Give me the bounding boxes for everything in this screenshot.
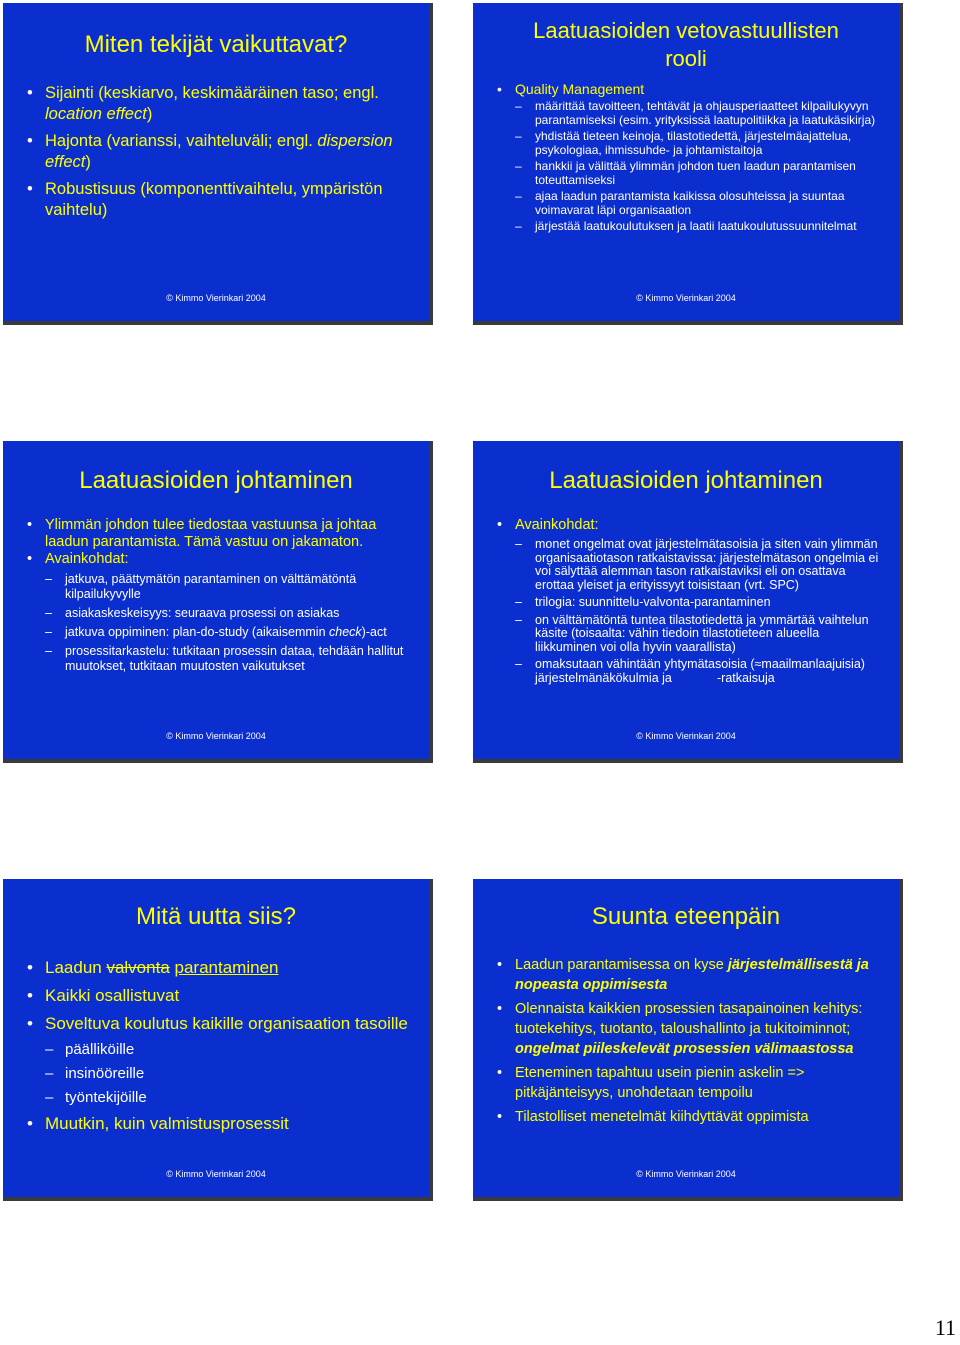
slide-title: Laatuasioiden johtaminen (79, 467, 353, 494)
slide-body (27, 83, 409, 227)
sub-bullet-item: – yhdistää tieteen keinoja, tilastotiedettä, järjestelmäajattelua, psykologiaa, ihmissuhde- ja johtamistaitoja (515, 130, 879, 157)
sub-bullet-item: – on välttämätöntä tuntea tilastotiedettä ja ymmärtää vaihtelun käsite (toisaalta: vähin tiedoin tilastotieteen alueella liikkuminen voi olla hyvin vaarallista) (515, 614, 879, 655)
page-number: 11 (934, 1315, 956, 1340)
slide-title: Miten tekijät vaikuttavat? (84, 31, 348, 58)
bullet-item: • Soveltuva koulutus kaikille organisaation tasoille (27, 1013, 409, 1035)
bullet-item: • Avainkohdat: (27, 551, 409, 568)
slide-body (27, 517, 409, 674)
slide-footer: © Kimmo Vierinkari 2004 (636, 293, 736, 303)
bullet-item: • Eteneminen tapahtuu usein pienin askelin => pitkäjänteisyys, unohdetaan tempoilu (497, 1063, 879, 1103)
bullet-item: • Kaikki osallistuvat (27, 985, 409, 1007)
sub-bullet-item: – jatkuva, päättymätön parantaminen on välttämätöntä kilpailukyvylle (45, 572, 409, 602)
sub-bullet-item: – trilogia: suunnittelu-valvonta-parantaminen (515, 596, 879, 610)
slide-3 (3, 441, 433, 763)
bullet-item: • Avainkohdat: (497, 517, 879, 534)
bullet-item: • Ylimmän johdon tulee tiedostaa vastuunsa ja johtaa laadun parantamista. Tämä vastuu on jakamaton. (27, 517, 409, 551)
slide-title: Mitä uutta siis? (135, 903, 297, 930)
slide-2 (473, 3, 903, 325)
sub-bullet-item: – omaksutaan vähintään yhtymätasoisia (≈maailmanlaajuisia) järjestelmänäkökulmia ja -ratkaisuja (515, 658, 879, 685)
slide-footer: © Kimmo Vierinkari 2004 (166, 1169, 266, 1179)
bullet-item: • Hajonta (varianssi, vaihteluväli; engl. dispersion effect) (27, 131, 409, 173)
slide-footer: © Kimmo Vierinkari 2004 (166, 293, 266, 303)
sub-bullet-item: – monet ongelmat ovat järjestelmätasoisia ja siten vain ylimmän organisaatiotason ratkaistavissa: järjestelmätason ongelmia ei voi sälyttää alemman tason ratkaistaviksi eli on osattava erottaa yleiset ja erityissyyt toisistaan (vrt. SPC) (515, 538, 879, 592)
sub-bullet-item: – ajaa laadun parantamista kaikissa olosuhteissa ja suuntaa voimavarat läpi organisaation (515, 190, 879, 217)
slide-body (497, 517, 879, 685)
bullet-item: • Laadun parantamisessa on kyse järjestelmällisestä ja nopeasta oppimisesta (497, 955, 879, 995)
slide-4 (473, 441, 903, 763)
slide-footer: © Kimmo Vierinkari 2004 (636, 1169, 736, 1179)
bullet-item: • Tilastolliset menetelmät kiihdyttävät oppimista (497, 1107, 879, 1127)
slide-footer: © Kimmo Vierinkari 2004 (166, 731, 266, 741)
slide-5 (3, 879, 433, 1201)
bullet-item: • Quality Management (497, 81, 879, 97)
bullet-item: • Muutkin, kuin valmistusprosessit (27, 1113, 409, 1135)
slide-body (497, 955, 879, 1131)
sub-bullet-item: – määrittää tavoitteen, tehtävät ja ohjausperiaatteet kilpailukyvyn parantamiseksi (esim. yrityksissä laatupolitiikka ja laatukäsikirja) (515, 100, 879, 127)
bullet-item: • Olennaista kaikkien prosessien tasapainoinen kehitys: tuotekehitys, tuotanto, taloushallinto ja tukitoiminnot; ongelmat piileskelevät prosessien välimaastossa (497, 999, 879, 1059)
sub-bullet-item: – jatkuva oppiminen: plan-do-study (aikaisemmin check)-act (45, 625, 409, 640)
slide-6 (473, 879, 903, 1201)
slide-1 (3, 3, 433, 325)
slide-title: Suunta eteenpäin (591, 903, 781, 930)
sub-bullet-item: – asiakaskeskeisyys: seuraava prosessi on asiakas (45, 606, 409, 621)
sub-bullet-item: – hankkii ja välittää ylimmän johdon tuen laadun parantamisen toteuttamiseksi (515, 160, 879, 187)
slide-footer: © Kimmo Vierinkari 2004 (636, 731, 736, 741)
slide-title: Laatuasioiden vetovastuullisten rooli (533, 18, 839, 71)
slide-title: Laatuasioiden johtaminen (549, 467, 823, 494)
slide-body (497, 81, 879, 234)
sub-bullet-item: – järjestää laatukoulutuksen ja laatii laatukoulutussuunnitelmat (515, 220, 879, 234)
bullet-item: • Robustisuus (komponenttivaihtelu, ympäristön vaihtelu) (27, 179, 409, 221)
slide-body (27, 957, 409, 1141)
sub-bullet-item: – työntekijöille (45, 1089, 409, 1107)
sub-bullet-item: – päälliköille (45, 1041, 409, 1059)
bullet-item: • Laadun valvonta parantaminen (27, 957, 409, 979)
bullet-item: • Sijainti (keskiarvo, keskimääräinen taso; engl. location effect) (27, 83, 409, 125)
sub-bullet-item: – prosessitarkastelu: tutkitaan prosessin dataa, tehdään hallitut muutokset, tutkitaan muutosten vaikutukset (45, 644, 409, 674)
sub-bullet-item: – insinööreille (45, 1065, 409, 1083)
